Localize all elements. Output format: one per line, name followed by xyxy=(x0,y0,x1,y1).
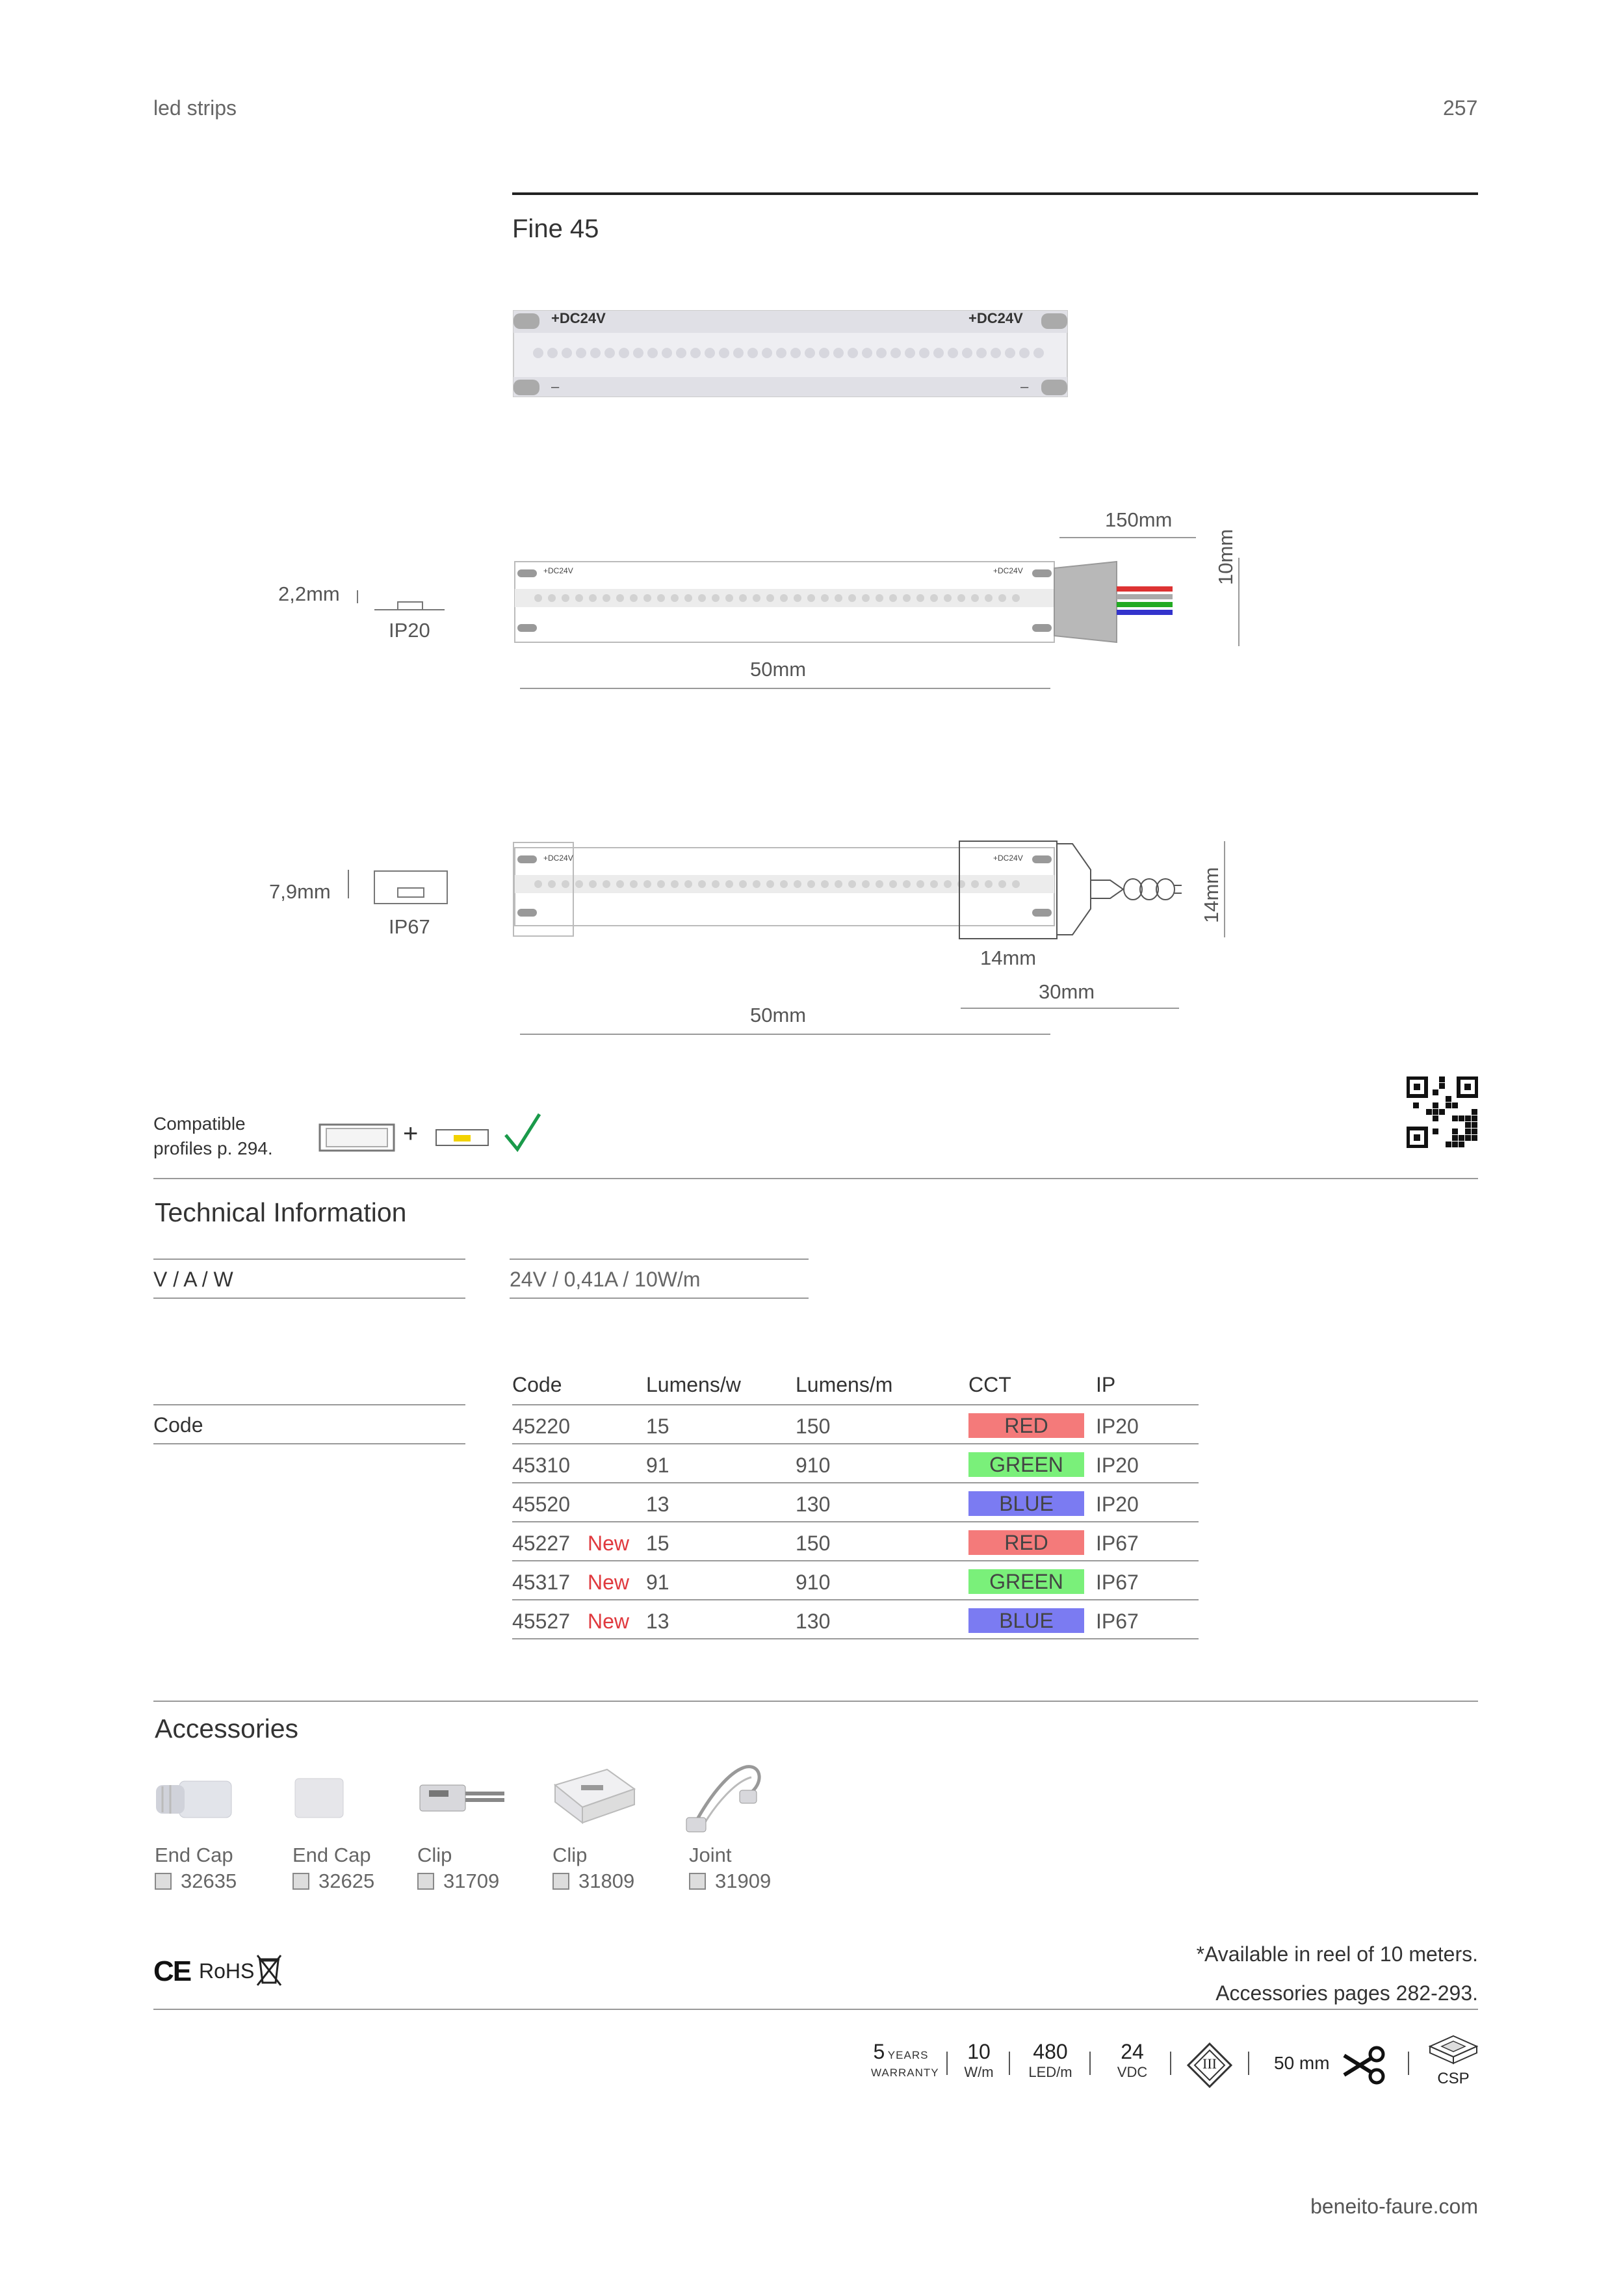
leds-unit: LED/m xyxy=(1028,2064,1072,2080)
cct-color-badge: RED xyxy=(968,1413,1084,1438)
class-iii-label: III xyxy=(1202,2055,1217,2072)
row-cct xyxy=(968,1569,1084,1594)
row-rule xyxy=(512,1521,1199,1522)
scissors-icon xyxy=(1342,2045,1391,2085)
accessory-checkbox[interactable] xyxy=(689,1873,706,1890)
profile-icon xyxy=(317,1119,398,1156)
strip-ip20-label-right: +DC24V xyxy=(993,566,1023,575)
accessory-item xyxy=(552,1844,634,1893)
vaw-rule-top xyxy=(153,1259,465,1260)
compatible-text xyxy=(153,1112,273,1161)
strip-top-label-right: +DC24V xyxy=(968,310,1023,326)
note-accessories-pages: Accessories pages 282-293. xyxy=(1215,1981,1478,2005)
row-lumens-w: 91 xyxy=(646,1571,669,1594)
compatible-line1: Compatible xyxy=(153,1114,246,1134)
dim-cable-length: 150mm xyxy=(1105,508,1173,531)
accessory-code-row xyxy=(689,1870,771,1893)
accessory-code-row xyxy=(292,1870,374,1893)
row-lumens-m: 150 xyxy=(796,1415,831,1438)
dim-length-ip20: 50mm xyxy=(750,658,807,681)
accessory-code-row xyxy=(155,1870,237,1893)
cct-color-badge: RED xyxy=(968,1530,1084,1555)
accessory-checkbox[interactable] xyxy=(292,1873,309,1890)
strip-top-label-left: +DC24V xyxy=(551,310,606,326)
accessory-name: Clip xyxy=(552,1844,588,1866)
website[interactable]: beneito-faure.com xyxy=(1310,2195,1478,2218)
dim-height-ip67-text: 14mm xyxy=(1200,867,1223,923)
note-reel: *Available in reel of 10 meters. xyxy=(1196,1942,1478,1966)
row-cct xyxy=(968,1413,1084,1438)
row-cct xyxy=(968,1608,1084,1633)
row-cct xyxy=(968,1452,1084,1477)
spec-separator xyxy=(1408,2052,1409,2075)
accessory-code-row xyxy=(552,1870,634,1893)
row-ip: IP67 xyxy=(1096,1532,1139,1555)
accessory-name: Joint xyxy=(689,1844,732,1866)
accessory-item xyxy=(292,1844,374,1893)
end-cap-image-1 xyxy=(153,1772,238,1824)
row-ip: IP20 xyxy=(1096,1493,1139,1516)
accessory-code: 31909 xyxy=(715,1870,772,1892)
spec-separator xyxy=(1248,2052,1249,2075)
strip-ip67-drawing xyxy=(512,839,1227,943)
col-header-cct: CCT xyxy=(968,1373,1011,1396)
accessory-code: 31709 xyxy=(443,1870,500,1892)
row-lumens-m: 150 xyxy=(796,1532,831,1555)
accessory-name: End Cap xyxy=(155,1844,233,1866)
accessory-item xyxy=(689,1844,771,1893)
vaw-rule-bottom xyxy=(153,1298,465,1299)
new-badge: New xyxy=(588,1610,630,1633)
accessory-item xyxy=(417,1844,499,1893)
vaw-label: V / A / W xyxy=(153,1268,233,1291)
spec-warranty xyxy=(871,2040,939,2080)
dim-height-ip20 xyxy=(1214,529,1238,585)
cct-color-badge: GREEN xyxy=(968,1569,1084,1594)
weee-bin-icon xyxy=(255,1953,283,1988)
accessory-name: Clip xyxy=(417,1844,452,1866)
row-lumens-w: 13 xyxy=(646,1610,669,1633)
profile-ip67-icon xyxy=(346,867,450,906)
section-rule-tech xyxy=(153,1178,1478,1179)
dim-cap-ip67: 30mm xyxy=(1039,980,1095,1003)
table-header-rule xyxy=(512,1404,1199,1405)
section-rule-specs xyxy=(153,2009,1478,2010)
new-badge: New xyxy=(588,1532,630,1555)
row-rule xyxy=(512,1482,1199,1483)
dim-length-ip20-line xyxy=(520,688,1050,689)
profile-ip67-dim: 7,9mm xyxy=(269,880,331,903)
tech-title: Technical Information xyxy=(155,1197,407,1227)
dim-length-ip67-line xyxy=(520,1034,1050,1035)
row-code: 45527 xyxy=(512,1610,570,1633)
row-code: 45220 xyxy=(512,1415,570,1438)
strip-ip67-label-left: +DC24V xyxy=(543,854,573,863)
accessories-title: Accessories xyxy=(155,1714,299,1743)
row-lumens-w: 91 xyxy=(646,1454,669,1477)
row-lumens-w: 15 xyxy=(646,1415,669,1438)
col-header-lumens-w: Lumens/w xyxy=(646,1373,741,1396)
row-code: 45317 xyxy=(512,1571,570,1594)
row-lumens-w: 15 xyxy=(646,1532,669,1555)
strip-ip67-label-right: +DC24V xyxy=(993,854,1023,863)
cct-color-badge: BLUE xyxy=(968,1491,1084,1516)
voltage-value: 24 xyxy=(1121,2040,1144,2063)
accessory-name: End Cap xyxy=(292,1844,371,1866)
row-code: 45310 xyxy=(512,1454,570,1477)
ce-mark: CE xyxy=(153,1955,191,1987)
row-lumens-m: 130 xyxy=(796,1610,831,1633)
row-rule xyxy=(512,1638,1199,1639)
section-label: led strips xyxy=(153,96,237,120)
rohs-mark: RoHS xyxy=(199,1959,255,1983)
dim-cable-line xyxy=(1059,537,1196,538)
profile-ip20-icon xyxy=(356,589,447,612)
clip-image-2 xyxy=(549,1766,640,1828)
strip-top-minus-right: – xyxy=(1020,378,1029,395)
strip-ip20-drawing xyxy=(512,558,1247,649)
spec-separator xyxy=(946,2052,948,2075)
qr-code-icon[interactable] xyxy=(1407,1076,1478,1148)
row-rule xyxy=(512,1599,1199,1600)
warranty-label: WARRANTY xyxy=(871,2067,939,2079)
row-rule xyxy=(512,1443,1199,1444)
profile-ip20-dim: 2,2mm xyxy=(278,582,340,605)
accessory-checkbox[interactable] xyxy=(155,1873,172,1890)
row-rule xyxy=(512,1560,1199,1561)
title-rule xyxy=(512,192,1478,195)
leds-value: 480 xyxy=(1033,2040,1068,2063)
row-lumens-w: 13 xyxy=(646,1493,669,1516)
spec-separator xyxy=(1009,2052,1010,2075)
spec-separator xyxy=(1170,2052,1171,2075)
accessory-code: 32625 xyxy=(318,1870,375,1892)
spec-leds xyxy=(1022,2040,1079,2081)
end-cap-image-2 xyxy=(291,1772,350,1824)
power-unit: W/m xyxy=(964,2064,994,2080)
dim-length-ip67: 50mm xyxy=(750,1004,807,1026)
dim-cap-ip67-line xyxy=(961,1008,1179,1009)
col-header-lumens-m: Lumens/m xyxy=(796,1373,893,1396)
accessory-code: 32635 xyxy=(181,1870,237,1892)
accessory-code-row xyxy=(417,1870,499,1893)
cct-color-badge: GREEN xyxy=(968,1452,1084,1477)
code-label: Code xyxy=(153,1413,203,1437)
row-cct xyxy=(968,1491,1084,1516)
cct-color-badge: BLUE xyxy=(968,1608,1084,1633)
code-rule-top xyxy=(153,1404,465,1405)
row-ip: IP20 xyxy=(1096,1454,1139,1477)
warranty-number: 5 xyxy=(873,2040,885,2063)
spec-voltage xyxy=(1109,2040,1156,2081)
new-badge: New xyxy=(588,1571,630,1594)
voltage-unit: VDC xyxy=(1117,2064,1148,2080)
joint-image xyxy=(684,1758,768,1838)
power-value: 10 xyxy=(967,2040,991,2063)
row-cct xyxy=(968,1530,1084,1555)
cut-length: 50 mm xyxy=(1274,2053,1330,2073)
spec-separator xyxy=(1089,2052,1091,2075)
csp-chip-icon xyxy=(1427,2033,1479,2066)
accessory-code: 31809 xyxy=(578,1870,635,1892)
csp-label: CSP xyxy=(1437,2070,1470,2087)
check-icon xyxy=(502,1110,543,1157)
page-number: 257 xyxy=(1443,96,1478,120)
row-ip: IP20 xyxy=(1096,1415,1139,1438)
vaw-value-rule-bottom xyxy=(510,1298,809,1299)
code-rule-bottom xyxy=(153,1443,465,1444)
warranty-years: YEARS xyxy=(887,2049,929,2061)
section-rule-accessories xyxy=(153,1701,1478,1702)
row-lumens-m: 910 xyxy=(796,1454,831,1477)
diffuser-icon xyxy=(434,1126,490,1149)
profile-ip67-label: IP67 xyxy=(389,915,430,938)
row-lumens-m: 130 xyxy=(796,1493,831,1516)
row-code: 45227 xyxy=(512,1532,570,1555)
accessory-checkbox[interactable] xyxy=(417,1873,434,1890)
dim-height-ip20-text: 10mm xyxy=(1214,528,1237,585)
accessory-checkbox[interactable] xyxy=(552,1873,569,1890)
product-title: Fine 45 xyxy=(512,215,599,243)
vaw-value-rule-top xyxy=(510,1259,809,1260)
compatible-line2: profiles p. 294. xyxy=(153,1138,273,1158)
accessory-item xyxy=(155,1844,237,1893)
col-header-code: Code xyxy=(512,1373,562,1396)
spec-power xyxy=(959,2040,998,2081)
dim-connector-ip67: 14mm xyxy=(980,946,1037,969)
row-ip: IP67 xyxy=(1096,1571,1139,1594)
dim-height-ip67 xyxy=(1200,867,1223,923)
strip-ip20-label-left: +DC24V xyxy=(543,566,573,575)
col-header-ip: IP xyxy=(1096,1373,1116,1396)
compatible-plus: + xyxy=(403,1119,419,1148)
clip-image-1 xyxy=(416,1775,507,1820)
strip-top-minus-left: – xyxy=(551,378,560,395)
profile-ip20-label: IP20 xyxy=(389,619,430,642)
row-code: 45520 xyxy=(512,1493,570,1516)
row-lumens-m: 910 xyxy=(796,1571,831,1594)
vaw-value: 24V / 0,41A / 10W/m xyxy=(510,1268,701,1291)
row-ip: IP67 xyxy=(1096,1610,1139,1633)
